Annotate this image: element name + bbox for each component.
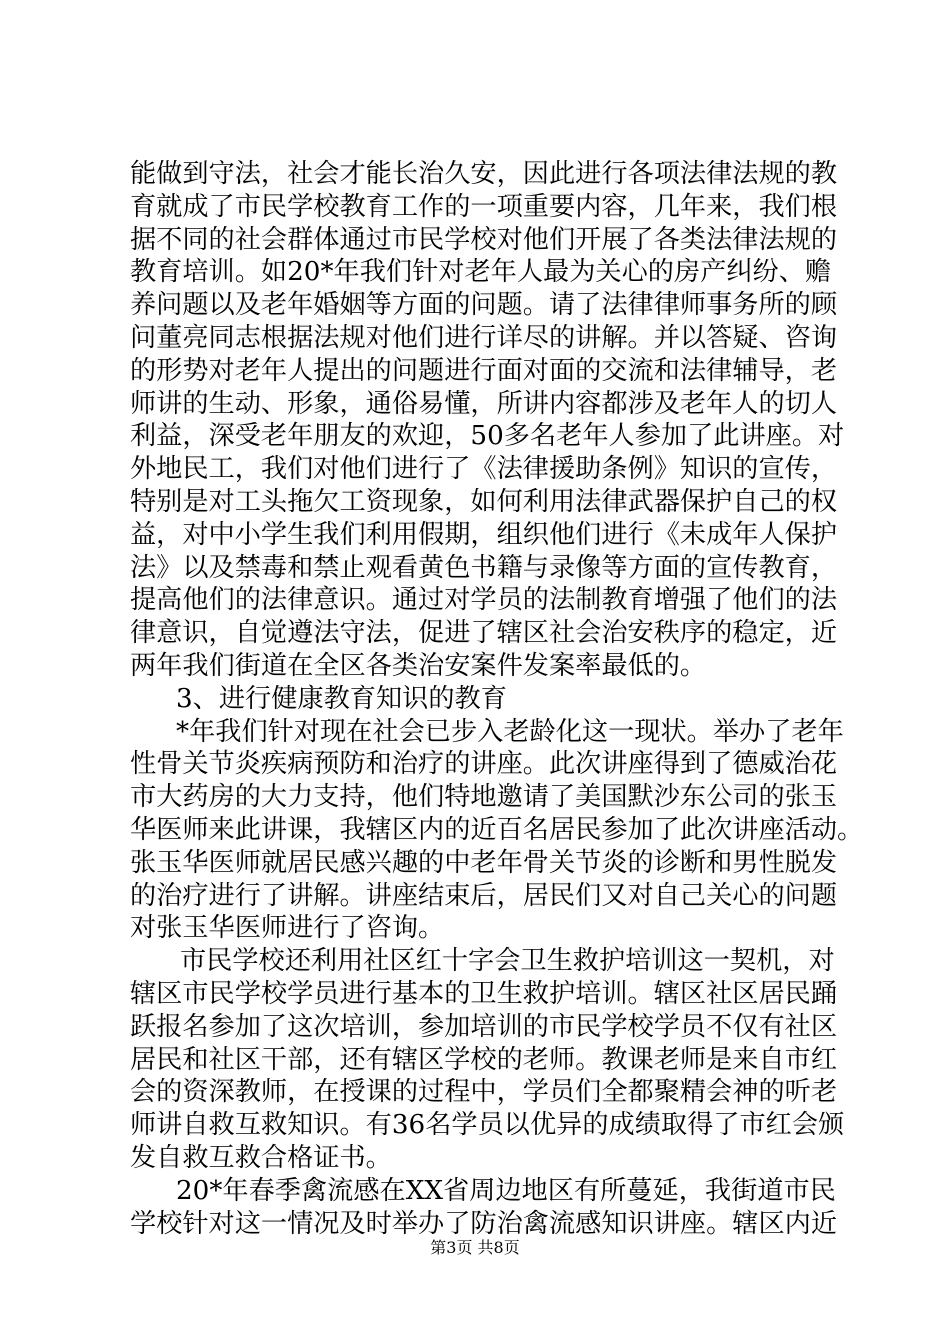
text-line: 张玉华医师就居民感兴趣的中老年骨关节炎的诊断和男性脱发 bbox=[130, 847, 838, 878]
section-heading: 3、进行健康教育知识的教育 bbox=[176, 683, 507, 714]
text-line: 特别是对工头拖欠工资现象，如何利用法律武器保护自己的权 bbox=[130, 486, 838, 517]
text-line: 外地民工，我们对他们进行了《法律援助条例》知识的宣传， bbox=[130, 454, 838, 485]
text-line: 养问题以及老年婚姻等方面的问题。请了法律律师事务所的顾 bbox=[130, 290, 838, 321]
text-line: 市大药房的大力支持，他们特地邀请了美国默沙东公司的张玉 bbox=[130, 782, 838, 813]
text-line: 学校针对这一情况及时举办了防治禽流感知识讲座。辖区内近 bbox=[130, 1208, 838, 1239]
text-line: 能做到守法，社会才能长治久安，因此进行各项法律法规的教 bbox=[130, 159, 838, 189]
text-line: 教育培训。如20*年我们针对老年人最为关心的房产纠纷、赡 bbox=[130, 257, 832, 288]
paragraph-start-line: 20*年春季禽流感在XX省周边地区有所蔓延，我街道市民 bbox=[176, 1175, 836, 1206]
text-line: 问董亮同志根据法规对他们进行详尽的讲解。并以答疑、咨询 bbox=[130, 322, 838, 353]
text-line: 发自救互救合格证书。 bbox=[130, 1142, 392, 1173]
text-line: 会的资深教师，在授课的过程中，学员们全都聚精会神的听老 bbox=[130, 1077, 838, 1108]
text-line: 跃报名参加了这次培训，参加培训的市民学校学员不仅有社区 bbox=[130, 1011, 838, 1042]
text-line: 两年我们街道在全区各类治安案件发案率最低的。 bbox=[130, 650, 707, 681]
text-line: 据不同的社会群体通过市民学校对他们开展了各类法律法规的 bbox=[130, 224, 838, 255]
text-line: 的治疗进行了讲解。讲座结束后，居民们又对自己关心的问题 bbox=[130, 880, 838, 911]
text-line: 的形势对老年人提出的问题进行面对面的交流和法律辅导，老 bbox=[130, 355, 838, 386]
text-line: 利益，深受老年朋友的欢迎，50多名老年人参加了此讲座。对 bbox=[130, 421, 845, 452]
body-text bbox=[130, 158, 864, 1240]
text-line: 性骨关节炎疾病预防和治疗的讲座。此次讲座得到了德威治花 bbox=[130, 749, 838, 780]
text-line: 律意识，自觉遵法守法，促进了辖区社会治安秩序的稳定，近 bbox=[130, 618, 838, 649]
text-line: 育就成了市民学校教育工作的一项重要内容，几年来，我们根 bbox=[130, 191, 838, 222]
text-line: 对张玉华医师进行了咨询。 bbox=[130, 913, 445, 944]
text-line: 居民和社区干部，还有辖区学校的老师。教课老师是来自市红 bbox=[130, 1044, 838, 1075]
text-line: 益，对中小学生我们利用假期，组织他们进行《未成年人保护 bbox=[130, 519, 838, 550]
text-line: 师讲自救互救知识。有36名学员以优异的成绩取得了市红会颁 bbox=[130, 1110, 845, 1141]
text-line: 辖区市民学校学员进行基本的卫生救护培训。辖区社区居民踊 bbox=[130, 978, 838, 1009]
paragraph-start-line: *年我们针对现在社会已步入老龄化这一现状。举办了老年 bbox=[176, 716, 844, 747]
page-footer: 第3页 共8页 bbox=[430, 1238, 520, 1257]
text-line: 法》以及禁毒和禁止观看黄色书籍与录像等方面的宣传教育， bbox=[130, 552, 838, 583]
paragraph-start-line: 市民学校还利用社区红十字会卫生救护培训这一契机，对 bbox=[180, 946, 835, 977]
text-line: 师讲的生动、形象，通俗易懂，所讲内容都涉及老年人的切人 bbox=[130, 388, 838, 419]
text-line: 提高他们的法律意识。通过对学员的法制教育增强了他们的法 bbox=[130, 585, 838, 616]
text-line: 华医师来此讲课，我辖区内的近百名居民参加了此次讲座活动。 bbox=[130, 814, 864, 845]
